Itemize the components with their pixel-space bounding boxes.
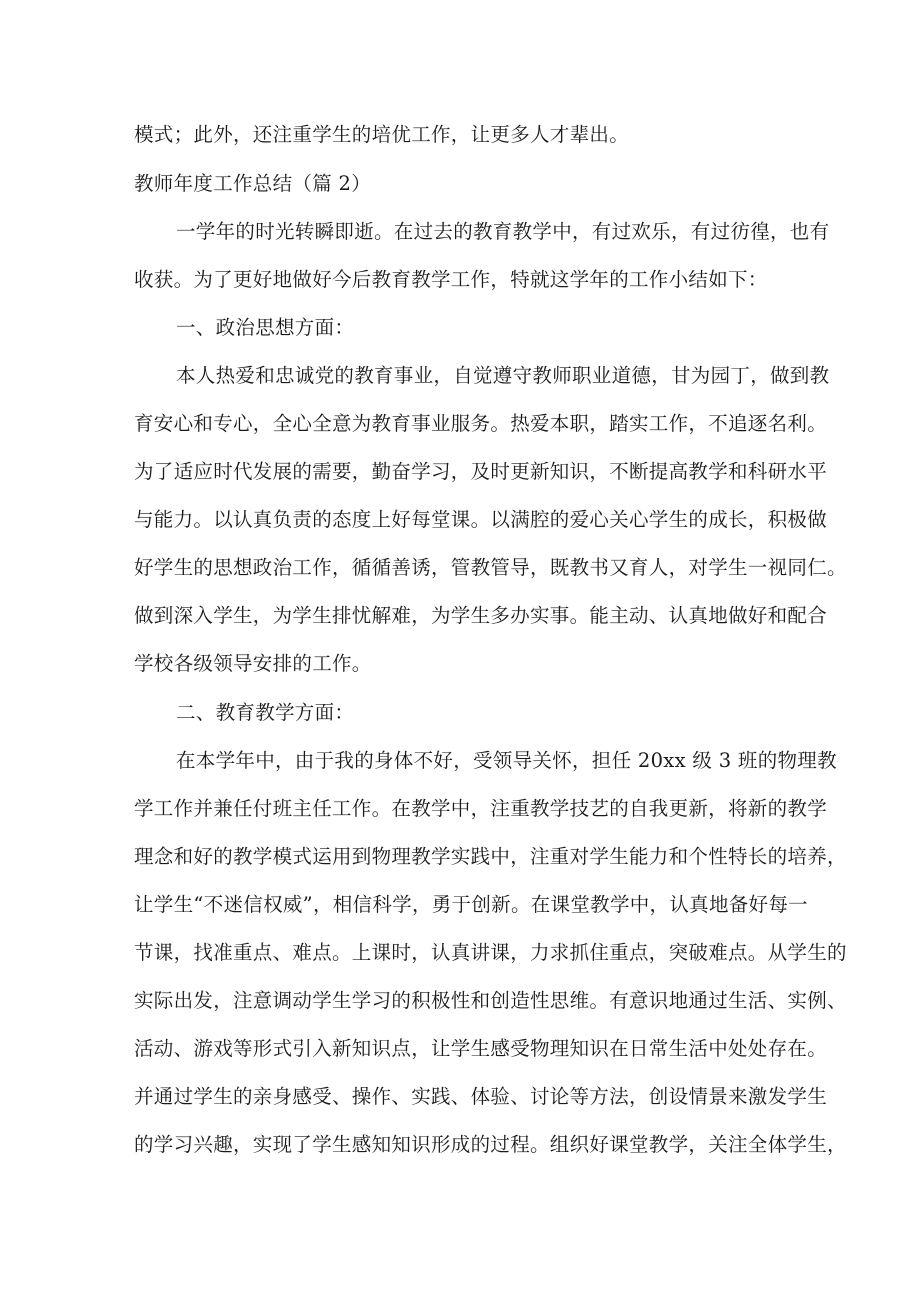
text-line: 学工作并兼任付班主任工作。在教学中，注重教学技艺的自我更新，将新的教学 [134, 797, 828, 820]
text-line: 育安心和专心，全心全意为教育事业服务。热爱本职，踏实工作，不追逐名利。 [134, 412, 828, 435]
text-line: 并通过学生的亲身感受、操作、实践、体验、讨论等方法，创设情景来激发学生 [134, 1085, 828, 1108]
paragraph-start: 一学年的时光转瞬即逝。在过去的教育教学中，有过欢乐，有过彷徨，也有 [176, 220, 830, 243]
paragraph-start: 本人热爱和忠诚党的教育事业，自觉遵守教师职业道德，甘为园丁，做到教 [176, 364, 830, 387]
subheading: 一、政治思想方面： [176, 316, 355, 339]
text-line: 与能力。以认真负责的态度上好每堂课。以满腔的爱心关心学生的成长，积极做 [134, 508, 828, 531]
text-line: 活动、游戏等形式引入新知识点，让学生感受物理知识在日常生活中处处存在。 [134, 1037, 828, 1060]
text-line: 为了适应时代发展的需要，勤奋学习，及时更新知识，不断提高教学和科研水平 [134, 460, 828, 483]
text-line: 让学生“不迷信权威”，相信科学，勇于创新。在课堂教学中，认真地备好每一 [134, 893, 808, 916]
text-line: 节课，找准重点、难点。上课时，认真讲课，力求抓住重点，突破难点。从学生的 [134, 941, 847, 964]
text-line: 收获。为了更好地做好今后教育教学工作，特就这学年的工作小结如下： [134, 268, 768, 291]
text-line: 模式；此外，还注重学生的培优工作，让更多人才辈出。 [134, 123, 630, 146]
section-heading: 教师年度工作总结（篇 2） [134, 172, 372, 195]
subheading: 二、教育教学方面： [176, 701, 355, 724]
text-line: 理念和好的教学模式运用到物理教学实践中，注重对学生能力和个性特长的培养， [134, 845, 847, 868]
text-line: 实际出发，注意调动学生学习的积极性和创造性思维。有意识地通过生活、实例、 [134, 989, 847, 1012]
text-line: 做到深入学生，为学生排忧解难，为学生多办实事。能主动、认真地做好和配合 [134, 604, 828, 627]
text-line: 学校各级领导安排的工作。 [134, 652, 372, 675]
text-line: 的学习兴趣，实现了学生感知知识形成的过程。组织好课堂教学，关注全体学生， [134, 1133, 847, 1156]
paragraph-start: 在本学年中，由于我的身体不好，受领导关怀，担任 20xx 级 3 班的物理教 [176, 749, 837, 772]
text-line: 好学生的思想政治工作，循循善诱，管教管导，既教书又育人，对学生一视同仁。 [134, 556, 847, 579]
